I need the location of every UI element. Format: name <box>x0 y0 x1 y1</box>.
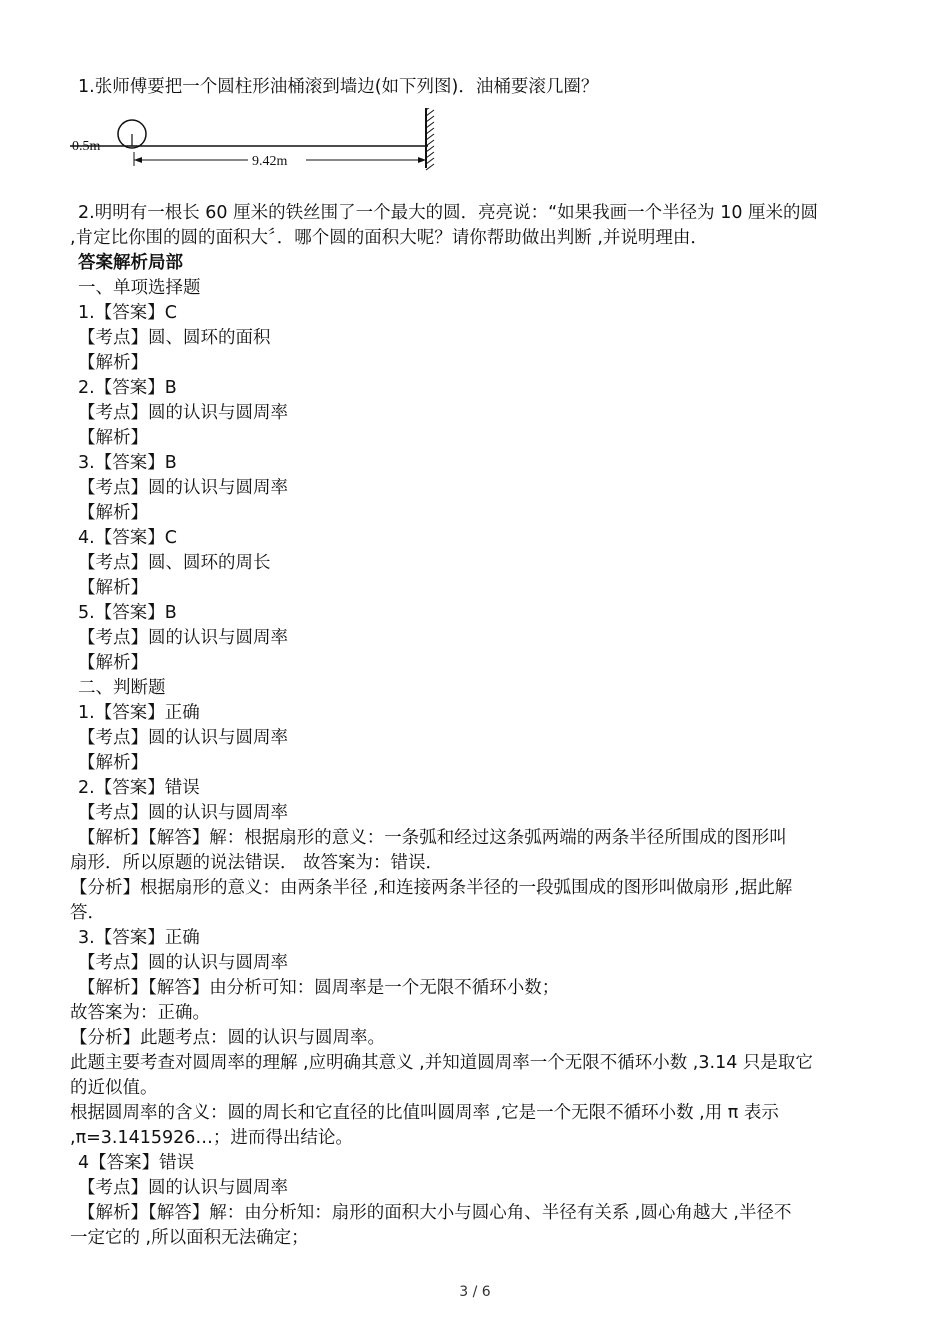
s1-q2-answer: 2.【答案】B <box>78 378 177 398</box>
j2-jiexi-line-1: 【解析】【解答】解：根据扇形的意义：一条弧和经过这条弧两端的两条半径所围成的图形叫 <box>78 828 787 848</box>
j3-kaodian: 【考点】圆的认识与圆周率 <box>78 953 288 973</box>
section-1-title: 一、单项选择题 <box>78 278 201 298</box>
j2-kaodian: 【考点】圆的认识与圆周率 <box>78 803 288 823</box>
question-1: 1.张师傅要把一个圆柱形油桶滚到墙边(如下列图)．油桶要滚几圈？ <box>78 77 599 97</box>
j3-para-1-line-2: 的近似值。 <box>70 1078 158 1098</box>
s1-q5-answer: 5.【答案】B <box>78 603 177 623</box>
question-2-line-2: ,肯定比你围的圆的面积大〞．哪个圆的面积大呢？请你帮助做出判断 ,并说明理由． <box>70 228 708 248</box>
s1-q5-kaodian: 【考点】圆的认识与圆周率 <box>78 628 288 648</box>
page-number: 3 / 6 <box>459 1284 491 1300</box>
s1-q1-kaodian: 【考点】圆、圆环的面积 <box>78 328 271 348</box>
j3-para-2-line-2: ,π=3.1415926…；进而得出结论。 <box>70 1128 353 1148</box>
j1-jiexi: 【解析】 <box>78 753 148 773</box>
j4-kaodian: 【考点】圆的认识与圆周率 <box>78 1178 288 1198</box>
question-2-line-1: 2.明明有一根长 60 厘米的铁丝围了一个最大的圆．亮亮说：“如果我画一个半径为 10 厘米的圆 <box>78 203 819 223</box>
s1-q5-jiexi: 【解析】 <box>78 653 148 673</box>
j3-para-2-line-1: 根据圆周率的含义：圆的周长和它直径的比值叫圆周率 ,它是一个无限不循环小数 ,用 π 表示 <box>70 1103 779 1123</box>
wall-hatching <box>426 108 434 170</box>
j3-jiexi: 【解析】【解答】由分析可知：圆周率是一个无限不循环小数； <box>78 978 560 998</box>
j3-para-1-line-1: 此题主要考查对圆周率的理解 ,应明确其意义 ,并知道圆周率一个无限不循环小数 ,3.14 只是取它 <box>70 1053 813 1073</box>
s1-q4-kaodian: 【考点】圆、圆环的周长 <box>78 553 271 573</box>
radius-label: 0.5m <box>72 139 101 154</box>
answers-title: 答案解析局部 <box>78 253 183 273</box>
s1-q3-jiexi: 【解析】 <box>78 503 148 523</box>
j3-conclusion: 故答案为：正确。 <box>70 1003 210 1023</box>
j3-fenxi: 【分析】此题考点：圆的认识与圆周率。 <box>70 1028 385 1048</box>
distance-label: 9.42m <box>252 154 288 169</box>
s1-q3-answer: 3.【答案】B <box>78 453 177 473</box>
arrow-left-head <box>134 157 142 163</box>
j2-fenxi-line-1: 【分析】根据扇形的意义：由两条半径 ,和连接两条半径的一段弧围成的图形叫做扇形 ,据此解 <box>70 878 793 898</box>
arrow-right-head <box>418 157 426 163</box>
s1-q1-answer: 1.【答案】C <box>78 303 177 323</box>
s1-q2-jiexi: 【解析】 <box>78 428 148 448</box>
rolling-barrel-figure <box>68 108 448 180</box>
s1-q4-jiexi: 【解析】 <box>78 578 148 598</box>
j4-answer: 4【答案】错误 <box>78 1153 195 1173</box>
j4-jiexi-line-2: 一定它的 ,所以面积无法确定； <box>70 1228 309 1248</box>
s1-q2-kaodian: 【考点】圆的认识与圆周率 <box>78 403 288 423</box>
j2-jiexi-line-2: 扇形．所以原题的说法错误． 故答案为：错误． <box>70 853 444 873</box>
s1-q3-kaodian: 【考点】圆的认识与圆周率 <box>78 478 288 498</box>
j2-fenxi-line-2: 答． <box>70 903 105 923</box>
j4-jiexi-line-1: 【解析】【解答】解：由分析知：扇形的面积大小与圆心角、半径有关系 ,圆心角越大 ,半径不 <box>78 1203 792 1223</box>
j1-answer: 1.【答案】正确 <box>78 703 200 723</box>
s1-q4-answer: 4.【答案】C <box>78 528 177 548</box>
j2-answer: 2.【答案】错误 <box>78 778 200 798</box>
section-2-title: 二、判断题 <box>78 678 166 698</box>
j3-answer: 3.【答案】正确 <box>78 928 200 948</box>
j1-kaodian: 【考点】圆的认识与圆周率 <box>78 728 288 748</box>
s1-q1-jiexi: 【解析】 <box>78 353 148 373</box>
